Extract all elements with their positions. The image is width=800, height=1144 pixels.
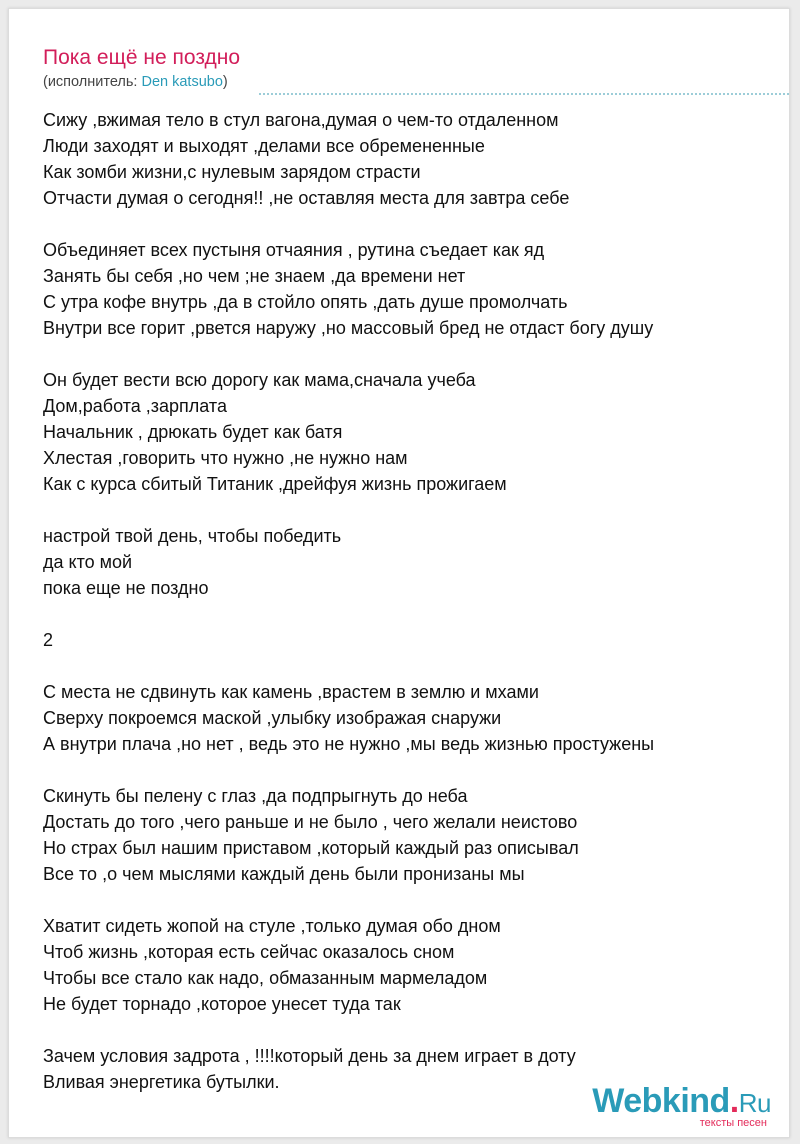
lyric-line: Он будет вести всю дорогу как мама,сначала учеба [43, 370, 476, 390]
stanza-break [43, 757, 783, 783]
lyric-line: С утра кофе внутрь ,да в стойло опять ,дать душе промолчать [43, 292, 568, 312]
lyric-line: Все то ,о чем мыслями каждый день были пронизаны мы [43, 864, 525, 884]
watermark-brand: Webkind [592, 1082, 730, 1120]
lyrics-body [43, 107, 783, 1095]
stanza-break [43, 887, 783, 913]
performer-suffix: ) [222, 74, 228, 90]
lyric-line: Чтоб жизнь ,которая есть сейчас оказалось сном [43, 942, 455, 962]
lyric-line: 2 [43, 630, 54, 650]
title-divider [259, 93, 790, 95]
lyric-line: Отчасти думая о сегодня!! ,не оставляя места для завтра себе [43, 188, 570, 208]
lyric-line: Зачем условия задрота , !!!!который день за днем играет в доту [43, 1046, 576, 1066]
lyric-line: Люди заходят и выходят ,делами все обремененные [43, 136, 485, 156]
stanza-break [43, 653, 783, 679]
lyric-line: С места не сдвинуть как камень ,врастем в землю и мхами [43, 682, 539, 702]
song-title: Пока ещё не поздно [43, 46, 241, 69]
lyric-line: Дом,работа ,зарплата [43, 396, 227, 416]
lyric-line: Чтобы все стало как надо, обмазанным мармеладом [43, 968, 488, 988]
webkind-watermark [592, 1083, 771, 1129]
stanza-break [43, 497, 783, 523]
lyrics-page [8, 8, 790, 1138]
performer-line [43, 73, 228, 91]
stanza-break [43, 341, 783, 367]
lyric-line: Объединяет всех пустыня отчаяния , рутина съедает как яд [43, 240, 545, 260]
performer-prefix: (исполнитель: [43, 74, 142, 90]
lyric-line: Хватит сидеть жопой на стуле ,только думая обо дном [43, 916, 501, 936]
lyric-line: Не будет торнадо ,которое унесет туда так [43, 994, 401, 1014]
watermark-dot: . [729, 1082, 739, 1120]
lyric-line: Скинуть бы пелену с глаз ,да подпрыгнуть до неба [43, 786, 468, 806]
lyric-line: Сверху покроемся маской ,улыбку изображая снаружи [43, 708, 502, 728]
stanza-break [43, 1017, 783, 1043]
lyric-line: Но страх был нашим приставом ,который каждый раз описывал [43, 838, 579, 858]
lyric-line: Как с курса сбитый Титаник ,дрейфуя жизнь прожигаем [43, 474, 507, 494]
lyric-line: Занять бы себя ,но чем ;не знаем ,да времени нет [43, 266, 466, 286]
lyric-line: Начальник , дрюкать будет как батя [43, 422, 343, 442]
lyric-line: да кто мой [43, 552, 133, 572]
stanza-break [43, 211, 783, 237]
lyric-line: настрой твой день, чтобы победить [43, 526, 342, 546]
stanza-break [43, 601, 783, 627]
lyric-line: Хлестая ,говорить что нужно ,не нужно нам [43, 448, 408, 468]
watermark-tagline: тексты песен [699, 1117, 767, 1129]
lyric-line: Достать до того ,чего раньше и не было , чего желали неистово [43, 812, 578, 832]
lyric-line: Внутри все горит ,рвется наружу ,но массовый бред не отдаст богу душу [43, 318, 654, 338]
watermark-logo [592, 1083, 771, 1121]
lyric-line: А внутри плача ,но нет , ведь это не нужно ,мы ведь жизнью простужены [43, 734, 655, 754]
lyric-line: Как зомби жизни,с нулевым зарядом страсти [43, 162, 421, 182]
watermark-tld: Ru [738, 1088, 771, 1118]
lyric-line: Сижу ,вжимая тело в стул вагона,думая о чем-то отдаленном [43, 110, 559, 130]
lyric-line: Вливая энергетика бутылки. [43, 1072, 280, 1092]
lyric-line: пока еще не поздно [43, 578, 209, 598]
artist-link[interactable]: Den katsubo [141, 74, 223, 90]
